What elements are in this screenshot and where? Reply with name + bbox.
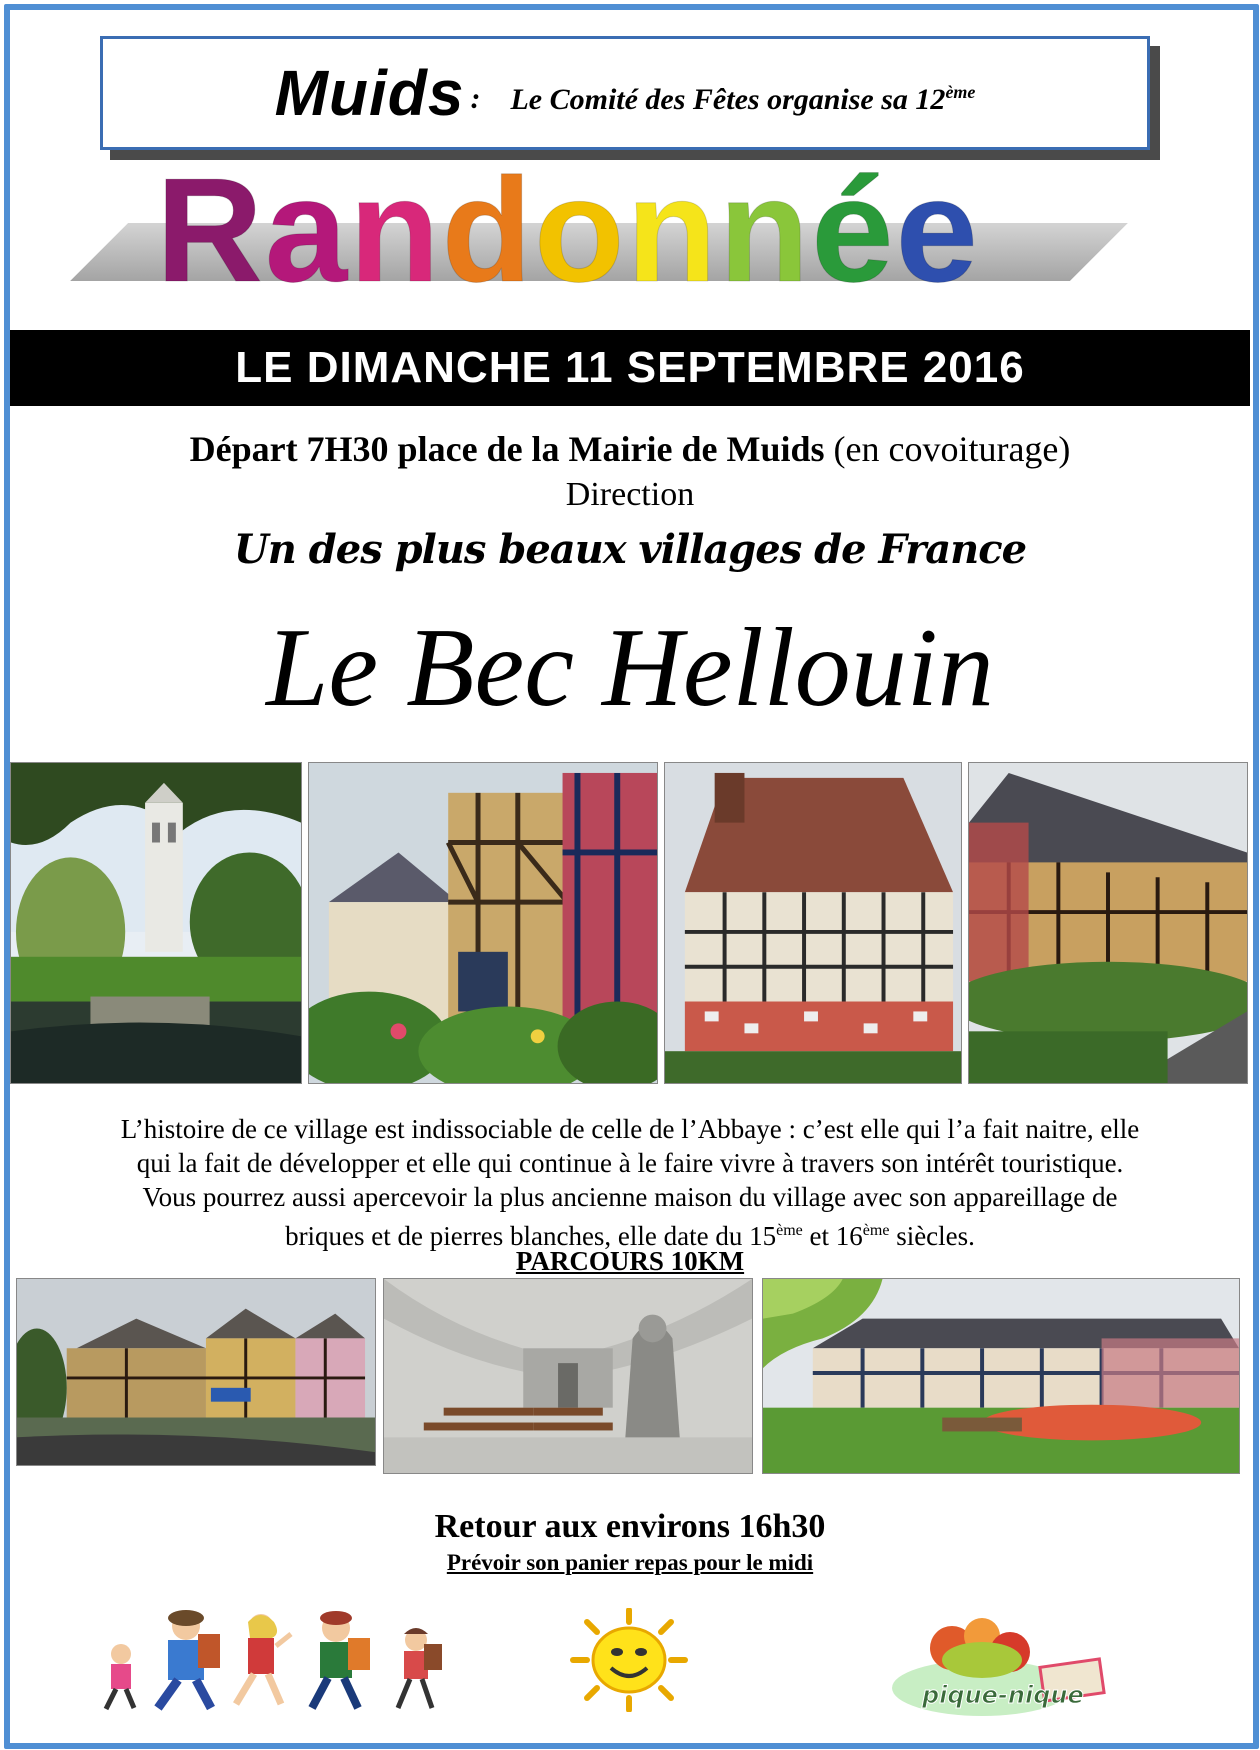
title-letter: a: [264, 148, 350, 313]
history-sup-2: ème: [862, 1222, 890, 1239]
direction-label: Direction: [565, 476, 695, 513]
title-wordart: [70, 148, 1200, 315]
history-sup-1: ème: [776, 1222, 803, 1239]
tagline: Un des plus beaux villages de France: [233, 526, 1027, 573]
history-line-3: Vous pourrez aussi apercevoir la plus ancienne maison du village avec son appareillage de: [142, 1182, 1118, 1212]
hikers-clipart: [86, 1604, 486, 1712]
title-letter: n: [718, 148, 812, 313]
hiker-woman-icon: [236, 1614, 291, 1704]
ordinal-suffix: ème: [945, 81, 976, 102]
lunch-note: Prévoir son panier repas pour le midi: [446, 1550, 814, 1575]
picnic-label: pique-nique: [922, 1681, 1084, 1709]
hiker-child-icon: [106, 1644, 134, 1709]
history-line-2: qui la fait de développer et elle qui continue à le faire vivre à travers son intérêt touristique.: [136, 1148, 1124, 1178]
photo-village-square: [16, 1278, 376, 1466]
organizer-text-main: Le Comité des Fêtes organise sa 12: [510, 82, 946, 116]
title-letter: é: [811, 148, 896, 313]
history-line-1: L’histoire de ce village est indissociable de celle de l’Abbaye : c’est elle qui l’a fait naitre, elle: [120, 1114, 1140, 1144]
hiker-man-icon: [158, 1610, 220, 1708]
destination-title: Le Bec Hellouin: [266, 606, 994, 730]
picnic-clipart: [892, 1608, 1154, 1716]
photo-old-house: [664, 762, 962, 1084]
header-colon: :: [470, 82, 481, 115]
photo-abbey-tower: [10, 762, 302, 1084]
town-name: Muids: [274, 57, 465, 129]
history-paragraph: [12, 1112, 1248, 1253]
title-letter: e: [895, 148, 980, 313]
departure-main: Départ 7H30 place de la Mairie de Muids: [189, 429, 825, 469]
route-distance: PARCOURS 10KM: [515, 1246, 745, 1276]
return-time: Retour aux environs 16h30: [434, 1508, 826, 1545]
title-letter: o: [534, 148, 627, 313]
event-title: [156, 148, 980, 313]
photo-village-street: [308, 762, 658, 1084]
history-line-4c: siècles.: [889, 1221, 975, 1251]
title-letter: n: [349, 148, 442, 313]
title-letter: R: [156, 148, 265, 313]
departure-note: (en covoiturage): [833, 429, 1071, 469]
photo-village-green: [762, 1278, 1240, 1474]
photo-half-timbered-row: [968, 762, 1248, 1084]
history-line-4a: briques et de pierres blanches, elle date du 15: [285, 1221, 777, 1251]
date-banner: LE DIMANCHE 11 SEPTEMBRE 2016: [10, 330, 1250, 406]
title-letter: d: [441, 148, 535, 313]
sun-icon: [565, 1608, 693, 1712]
organizer-text: [510, 82, 975, 117]
header-box: [100, 36, 1150, 150]
departure-line: [10, 428, 1250, 470]
hiker-girl-icon: [398, 1628, 442, 1708]
photo-abbey-interior: [383, 1278, 753, 1474]
title-letter: n: [626, 148, 719, 313]
hiker-boy-icon: [312, 1611, 370, 1708]
history-line-4b: et 16: [802, 1221, 863, 1251]
